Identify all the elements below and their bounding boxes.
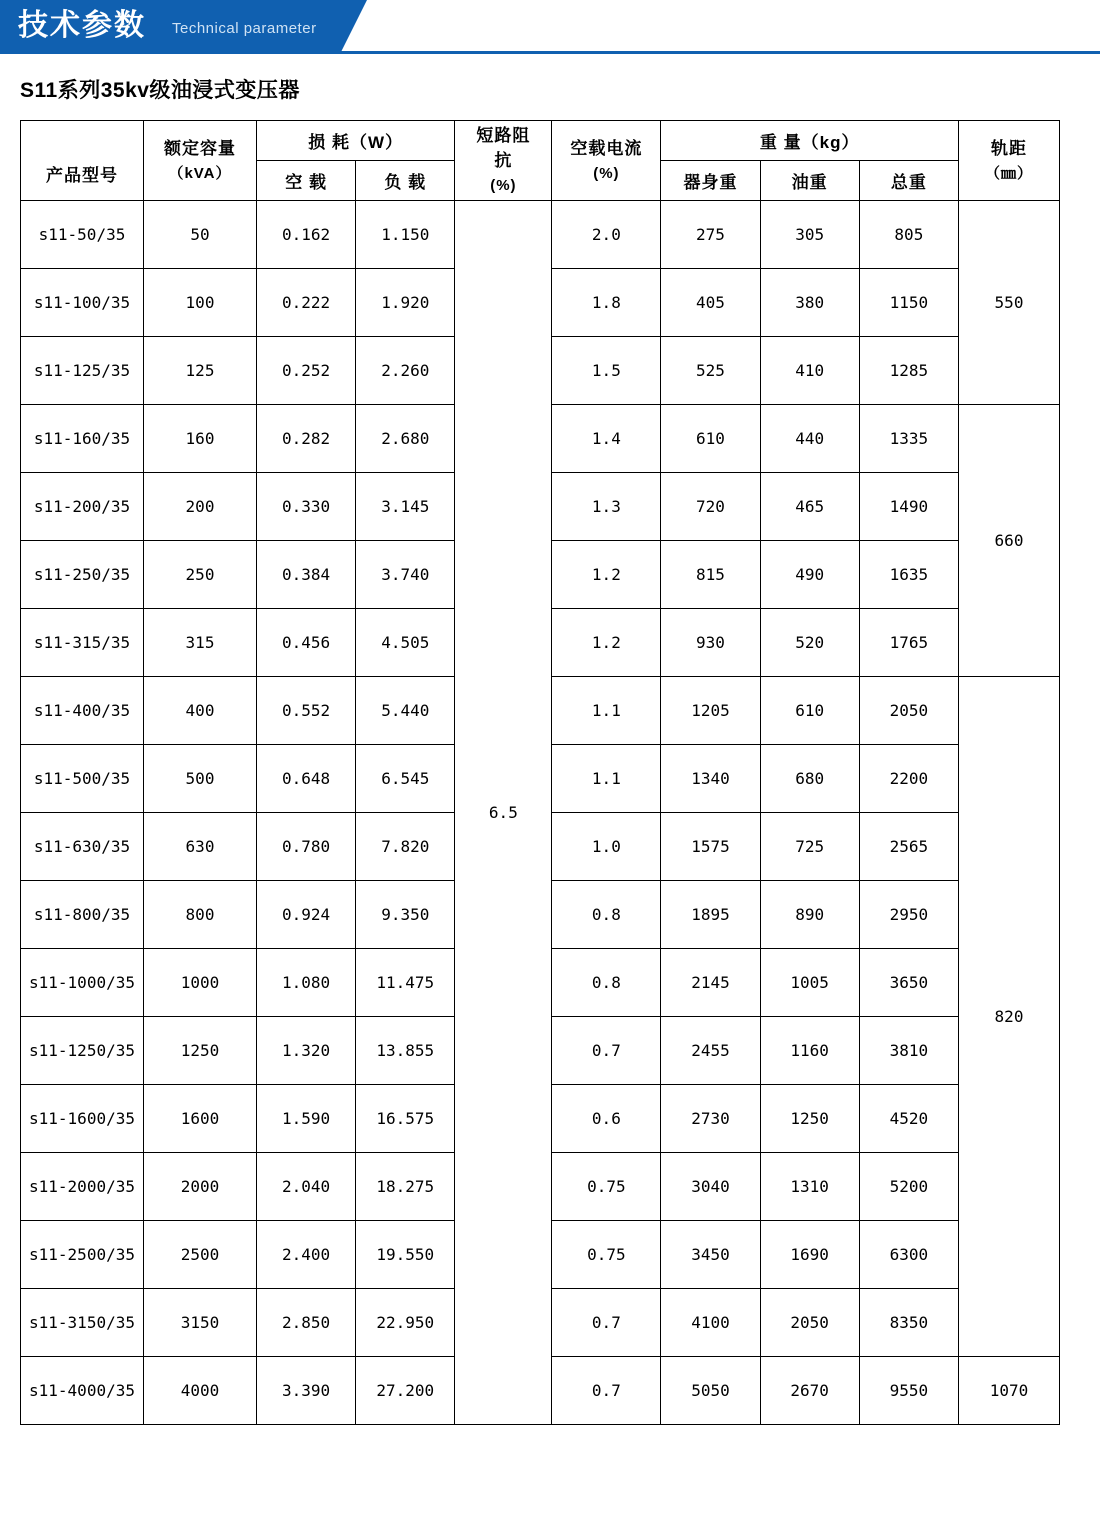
cell-weight-core: 4100 bbox=[661, 1289, 760, 1357]
cell-weight-oil: 1690 bbox=[760, 1221, 859, 1289]
cell-gauge: 1070 bbox=[959, 1357, 1060, 1425]
cell-loss-no-load: 0.648 bbox=[257, 745, 356, 813]
cell-weight-total: 2200 bbox=[859, 745, 958, 813]
header-capacity bbox=[144, 121, 257, 201]
cell-model: s11-160/35 bbox=[21, 405, 144, 473]
header-impedance-line2: 抗 bbox=[494, 151, 513, 170]
cell-weight-core: 720 bbox=[661, 473, 760, 541]
cell-weight-oil: 1310 bbox=[760, 1153, 859, 1221]
cell-weight-oil: 410 bbox=[760, 337, 859, 405]
cell-loss-no-load: 0.252 bbox=[257, 337, 356, 405]
cell-loss-load: 19.550 bbox=[356, 1221, 455, 1289]
cell-loss-no-load: 1.590 bbox=[257, 1085, 356, 1153]
cell-capacity: 2500 bbox=[144, 1221, 257, 1289]
header-impedance-line3: (%) bbox=[490, 177, 517, 194]
banner-underline bbox=[0, 51, 1100, 54]
cell-gauge: 820 bbox=[959, 677, 1060, 1357]
header-model-label: 产品型号 bbox=[46, 166, 118, 185]
cell-no-load-current: 0.8 bbox=[552, 881, 661, 949]
cell-weight-oil: 1250 bbox=[760, 1085, 859, 1153]
cell-loss-no-load: 3.390 bbox=[257, 1357, 356, 1425]
cell-weight-core: 3040 bbox=[661, 1153, 760, 1221]
cell-weight-total: 2565 bbox=[859, 813, 958, 881]
cell-capacity: 160 bbox=[144, 405, 257, 473]
cell-weight-total: 805 bbox=[859, 201, 958, 269]
cell-gauge: 660 bbox=[959, 405, 1060, 677]
cell-weight-oil: 520 bbox=[760, 609, 859, 677]
cell-weight-oil: 610 bbox=[760, 677, 859, 745]
cell-capacity: 2000 bbox=[144, 1153, 257, 1221]
cell-loss-load: 4.505 bbox=[356, 609, 455, 677]
header-loss-no-load: 空 载 bbox=[257, 161, 356, 201]
cell-loss-no-load: 0.924 bbox=[257, 881, 356, 949]
cell-weight-core: 525 bbox=[661, 337, 760, 405]
header-current-line2: (%) bbox=[593, 164, 620, 182]
cell-loss-load: 6.545 bbox=[356, 745, 455, 813]
spec-table-body bbox=[21, 201, 1060, 1425]
cell-capacity: 100 bbox=[144, 269, 257, 337]
cell-loss-load: 1.150 bbox=[356, 201, 455, 269]
cell-no-load-current: 1.1 bbox=[552, 745, 661, 813]
banner-title-cn: 技术参数 bbox=[18, 9, 146, 42]
cell-weight-total: 1490 bbox=[859, 473, 958, 541]
cell-capacity: 200 bbox=[144, 473, 257, 541]
header-weight-total: 总重 bbox=[859, 161, 958, 201]
cell-weight-oil: 890 bbox=[760, 881, 859, 949]
header-impedance-line1: 短路阻 bbox=[476, 126, 531, 145]
cell-no-load-current: 0.7 bbox=[552, 1289, 661, 1357]
cell-loss-no-load: 1.080 bbox=[257, 949, 356, 1017]
cell-weight-total: 6300 bbox=[859, 1221, 958, 1289]
header-loss-load: 负 载 bbox=[356, 161, 455, 201]
cell-loss-no-load: 1.320 bbox=[257, 1017, 356, 1085]
cell-loss-no-load: 0.552 bbox=[257, 677, 356, 745]
header-loss: 损 耗（W） bbox=[257, 121, 455, 161]
header-no-load-current bbox=[552, 121, 661, 201]
cell-weight-oil: 2050 bbox=[760, 1289, 859, 1357]
cell-capacity: 250 bbox=[144, 541, 257, 609]
cell-loss-no-load: 0.384 bbox=[257, 541, 356, 609]
cell-loss-no-load: 0.162 bbox=[257, 201, 356, 269]
cell-weight-oil: 490 bbox=[760, 541, 859, 609]
cell-capacity: 500 bbox=[144, 745, 257, 813]
cell-loss-no-load: 2.400 bbox=[257, 1221, 356, 1289]
cell-loss-no-load: 0.456 bbox=[257, 609, 356, 677]
cell-loss-load: 7.820 bbox=[356, 813, 455, 881]
cell-weight-total: 8350 bbox=[859, 1289, 958, 1357]
cell-weight-total: 3810 bbox=[859, 1017, 958, 1085]
cell-no-load-current: 0.75 bbox=[552, 1221, 661, 1289]
cell-loss-load: 13.855 bbox=[356, 1017, 455, 1085]
cell-loss-load: 22.950 bbox=[356, 1289, 455, 1357]
cell-weight-total: 9550 bbox=[859, 1357, 958, 1425]
cell-capacity: 1600 bbox=[144, 1085, 257, 1153]
cell-capacity: 3150 bbox=[144, 1289, 257, 1357]
cell-model: s11-200/35 bbox=[21, 473, 144, 541]
header-gauge-line2: （㎜） bbox=[984, 164, 1033, 182]
header-row-1 bbox=[21, 121, 1060, 161]
table-row bbox=[21, 201, 1060, 269]
cell-capacity: 125 bbox=[144, 337, 257, 405]
cell-weight-total: 1635 bbox=[859, 541, 958, 609]
cell-loss-no-load: 2.040 bbox=[257, 1153, 356, 1221]
cell-no-load-current: 0.7 bbox=[552, 1357, 661, 1425]
cell-loss-no-load: 0.780 bbox=[257, 813, 356, 881]
cell-no-load-current: 1.1 bbox=[552, 677, 661, 745]
cell-capacity: 400 bbox=[144, 677, 257, 745]
cell-weight-core: 930 bbox=[661, 609, 760, 677]
cell-capacity: 50 bbox=[144, 201, 257, 269]
cell-model: s11-50/35 bbox=[21, 201, 144, 269]
cell-loss-load: 2.680 bbox=[356, 405, 455, 473]
cell-loss-load: 16.575 bbox=[356, 1085, 455, 1153]
cell-loss-load: 3.740 bbox=[356, 541, 455, 609]
cell-model: s11-500/35 bbox=[21, 745, 144, 813]
cell-capacity: 4000 bbox=[144, 1357, 257, 1425]
banner-title-en: Technical parameter bbox=[172, 20, 317, 37]
cell-weight-core: 5050 bbox=[661, 1357, 760, 1425]
cell-model: s11-315/35 bbox=[21, 609, 144, 677]
cell-loss-load: 3.145 bbox=[356, 473, 455, 541]
cell-no-load-current: 1.2 bbox=[552, 541, 661, 609]
cell-loss-load: 27.200 bbox=[356, 1357, 455, 1425]
cell-loss-no-load: 2.850 bbox=[257, 1289, 356, 1357]
cell-weight-core: 405 bbox=[661, 269, 760, 337]
cell-no-load-current: 0.7 bbox=[552, 1017, 661, 1085]
cell-weight-total: 1285 bbox=[859, 337, 958, 405]
cell-weight-core: 1205 bbox=[661, 677, 760, 745]
spec-table-head bbox=[21, 121, 1060, 201]
cell-weight-oil: 1005 bbox=[760, 949, 859, 1017]
cell-loss-no-load: 0.222 bbox=[257, 269, 356, 337]
cell-weight-core: 275 bbox=[661, 201, 760, 269]
cell-no-load-current: 1.4 bbox=[552, 405, 661, 473]
cell-model: s11-630/35 bbox=[21, 813, 144, 881]
cell-weight-total: 2950 bbox=[859, 881, 958, 949]
cell-no-load-current: 2.0 bbox=[552, 201, 661, 269]
cell-no-load-current: 0.8 bbox=[552, 949, 661, 1017]
page-header-banner bbox=[0, 0, 1100, 54]
cell-weight-core: 2145 bbox=[661, 949, 760, 1017]
cell-model: s11-400/35 bbox=[21, 677, 144, 745]
cell-capacity: 1000 bbox=[144, 949, 257, 1017]
cell-weight-oil: 305 bbox=[760, 201, 859, 269]
cell-model: s11-2000/35 bbox=[21, 1153, 144, 1221]
cell-model: s11-1600/35 bbox=[21, 1085, 144, 1153]
cell-loss-load: 2.260 bbox=[356, 337, 455, 405]
cell-weight-total: 5200 bbox=[859, 1153, 958, 1221]
cell-weight-total: 1765 bbox=[859, 609, 958, 677]
cell-weight-total: 1150 bbox=[859, 269, 958, 337]
spec-table bbox=[20, 120, 1060, 1425]
cell-no-load-current: 0.6 bbox=[552, 1085, 661, 1153]
header-weight: 重 量（kg） bbox=[661, 121, 959, 161]
header-weight-oil: 油重 bbox=[760, 161, 859, 201]
header-gauge-line1: 轨距 bbox=[991, 138, 1027, 158]
page-title: S11系列35kv级油浸式变压器 bbox=[20, 79, 300, 102]
cell-weight-core: 2730 bbox=[661, 1085, 760, 1153]
cell-no-load-current: 1.5 bbox=[552, 337, 661, 405]
cell-weight-oil: 680 bbox=[760, 745, 859, 813]
cell-model: s11-1250/35 bbox=[21, 1017, 144, 1085]
cell-weight-core: 3450 bbox=[661, 1221, 760, 1289]
cell-model: s11-100/35 bbox=[21, 269, 144, 337]
cell-loss-load: 18.275 bbox=[356, 1153, 455, 1221]
header-impedance bbox=[455, 121, 552, 201]
cell-weight-total: 1335 bbox=[859, 405, 958, 473]
cell-loss-load: 9.350 bbox=[356, 881, 455, 949]
cell-weight-oil: 725 bbox=[760, 813, 859, 881]
cell-model: s11-250/35 bbox=[21, 541, 144, 609]
cell-weight-core: 1575 bbox=[661, 813, 760, 881]
cell-weight-total: 3650 bbox=[859, 949, 958, 1017]
cell-loss-no-load: 0.330 bbox=[257, 473, 356, 541]
cell-gauge: 550 bbox=[959, 201, 1060, 405]
cell-weight-core: 815 bbox=[661, 541, 760, 609]
cell-no-load-current: 1.0 bbox=[552, 813, 661, 881]
cell-loss-load: 11.475 bbox=[356, 949, 455, 1017]
cell-impedance: 6.5 bbox=[455, 201, 552, 1425]
cell-weight-oil: 465 bbox=[760, 473, 859, 541]
cell-no-load-current: 1.3 bbox=[552, 473, 661, 541]
cell-weight-core: 1895 bbox=[661, 881, 760, 949]
header-current-line1: 空载电流 bbox=[570, 138, 643, 158]
header-gauge bbox=[959, 121, 1060, 201]
cell-weight-oil: 1160 bbox=[760, 1017, 859, 1085]
cell-capacity: 315 bbox=[144, 609, 257, 677]
spec-table-container bbox=[20, 120, 1080, 1425]
cell-weight-total: 2050 bbox=[859, 677, 958, 745]
cell-weight-oil: 2670 bbox=[760, 1357, 859, 1425]
cell-model: s11-800/35 bbox=[21, 881, 144, 949]
cell-weight-total: 4520 bbox=[859, 1085, 958, 1153]
cell-weight-oil: 380 bbox=[760, 269, 859, 337]
header-capacity-line2: （kVA） bbox=[168, 164, 232, 182]
cell-capacity: 800 bbox=[144, 881, 257, 949]
cell-loss-load: 1.920 bbox=[356, 269, 455, 337]
header-model bbox=[21, 121, 144, 201]
cell-no-load-current: 1.2 bbox=[552, 609, 661, 677]
cell-no-load-current: 1.8 bbox=[552, 269, 661, 337]
header-weight-core: 器身重 bbox=[661, 161, 760, 201]
cell-loss-load: 5.440 bbox=[356, 677, 455, 745]
cell-model: s11-4000/35 bbox=[21, 1357, 144, 1425]
cell-model: s11-125/35 bbox=[21, 337, 144, 405]
header-capacity-line1: 额定容量 bbox=[164, 138, 236, 158]
cell-capacity: 1250 bbox=[144, 1017, 257, 1085]
cell-weight-core: 1340 bbox=[661, 745, 760, 813]
cell-loss-no-load: 0.282 bbox=[257, 405, 356, 473]
cell-model: s11-3150/35 bbox=[21, 1289, 144, 1357]
cell-weight-core: 2455 bbox=[661, 1017, 760, 1085]
cell-weight-core: 610 bbox=[661, 405, 760, 473]
cell-no-load-current: 0.75 bbox=[552, 1153, 661, 1221]
cell-model: s11-1000/35 bbox=[21, 949, 144, 1017]
cell-weight-oil: 440 bbox=[760, 405, 859, 473]
cell-capacity: 630 bbox=[144, 813, 257, 881]
cell-model: s11-2500/35 bbox=[21, 1221, 144, 1289]
